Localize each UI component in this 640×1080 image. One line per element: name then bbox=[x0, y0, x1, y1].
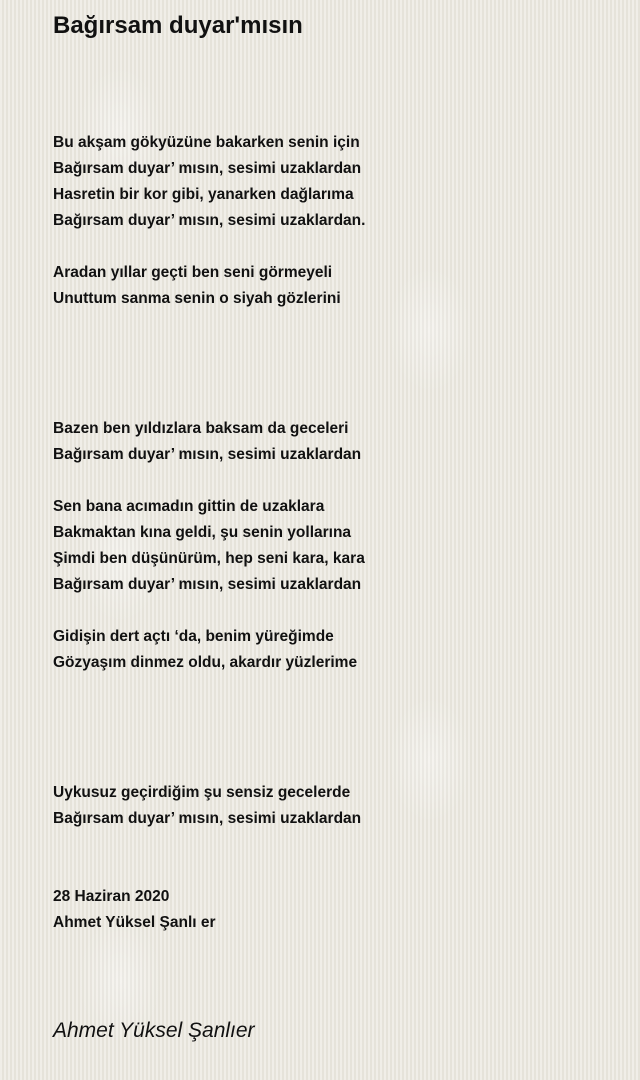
poem-line: Bağırsam duyar’ mısın, sesimi uzaklardan bbox=[53, 810, 362, 827]
stanza-5 bbox=[53, 624, 365, 676]
poem-line: Bağırsam duyar’ mısın, sesimi uzaklardan bbox=[53, 160, 362, 177]
poem-line: Hasretin bir kor gibi, yanarken dağlarıma bbox=[53, 186, 354, 203]
poem-line: Gidişin dert açtı ‘da, benim yüreğimde bbox=[53, 628, 334, 645]
poem-line: Bu akşam gökyüzüne bakarken senin için bbox=[53, 134, 360, 151]
poem-line: Gözyaşım dinmez oldu, akardır yüzlerime bbox=[53, 654, 358, 671]
poem-line: Bazen ben yıldızlara baksam da geceleri bbox=[53, 420, 349, 437]
poem-line: Unuttum sanma senin o siyah gözlerini bbox=[53, 290, 341, 307]
stanza-1 bbox=[53, 130, 365, 234]
stanza-4 bbox=[53, 494, 365, 598]
poem-line: Bağırsam duyar’ mısın, sesimi uzaklardan bbox=[53, 446, 362, 463]
poem-date: 28 Haziran 2020 bbox=[53, 888, 170, 905]
poem-line: Uykusuz geçirdiğim şu sensiz gecelerde bbox=[53, 784, 351, 801]
poem-line: Bakmaktan kına geldi, şu senin yollarına bbox=[53, 524, 352, 541]
stanza-2 bbox=[53, 260, 365, 312]
poem-line: Bağırsam duyar’ mısın, sesimi uzaklardan. bbox=[53, 212, 366, 229]
stanza-3 bbox=[53, 416, 365, 468]
author-signature: Ahmet Yüksel Şanlıer bbox=[53, 1019, 255, 1042]
stanza-6 bbox=[53, 780, 365, 832]
poem-line: Bağırsam duyar’ mısın, sesimi uzaklardan bbox=[53, 576, 362, 593]
poem-title: Bağırsam duyar'mısın bbox=[53, 12, 303, 39]
poem-author: Ahmet Yüksel Şanlı er bbox=[53, 914, 216, 931]
poem-line: Şimdi ben düşünürüm, hep seni kara, kara bbox=[53, 550, 365, 567]
poem-line: Sen bana acımadın gittin de uzaklara bbox=[53, 498, 325, 515]
poem-line: Aradan yıllar geçti ben seni görmeyeli bbox=[53, 264, 333, 281]
poem-body bbox=[53, 130, 365, 936]
